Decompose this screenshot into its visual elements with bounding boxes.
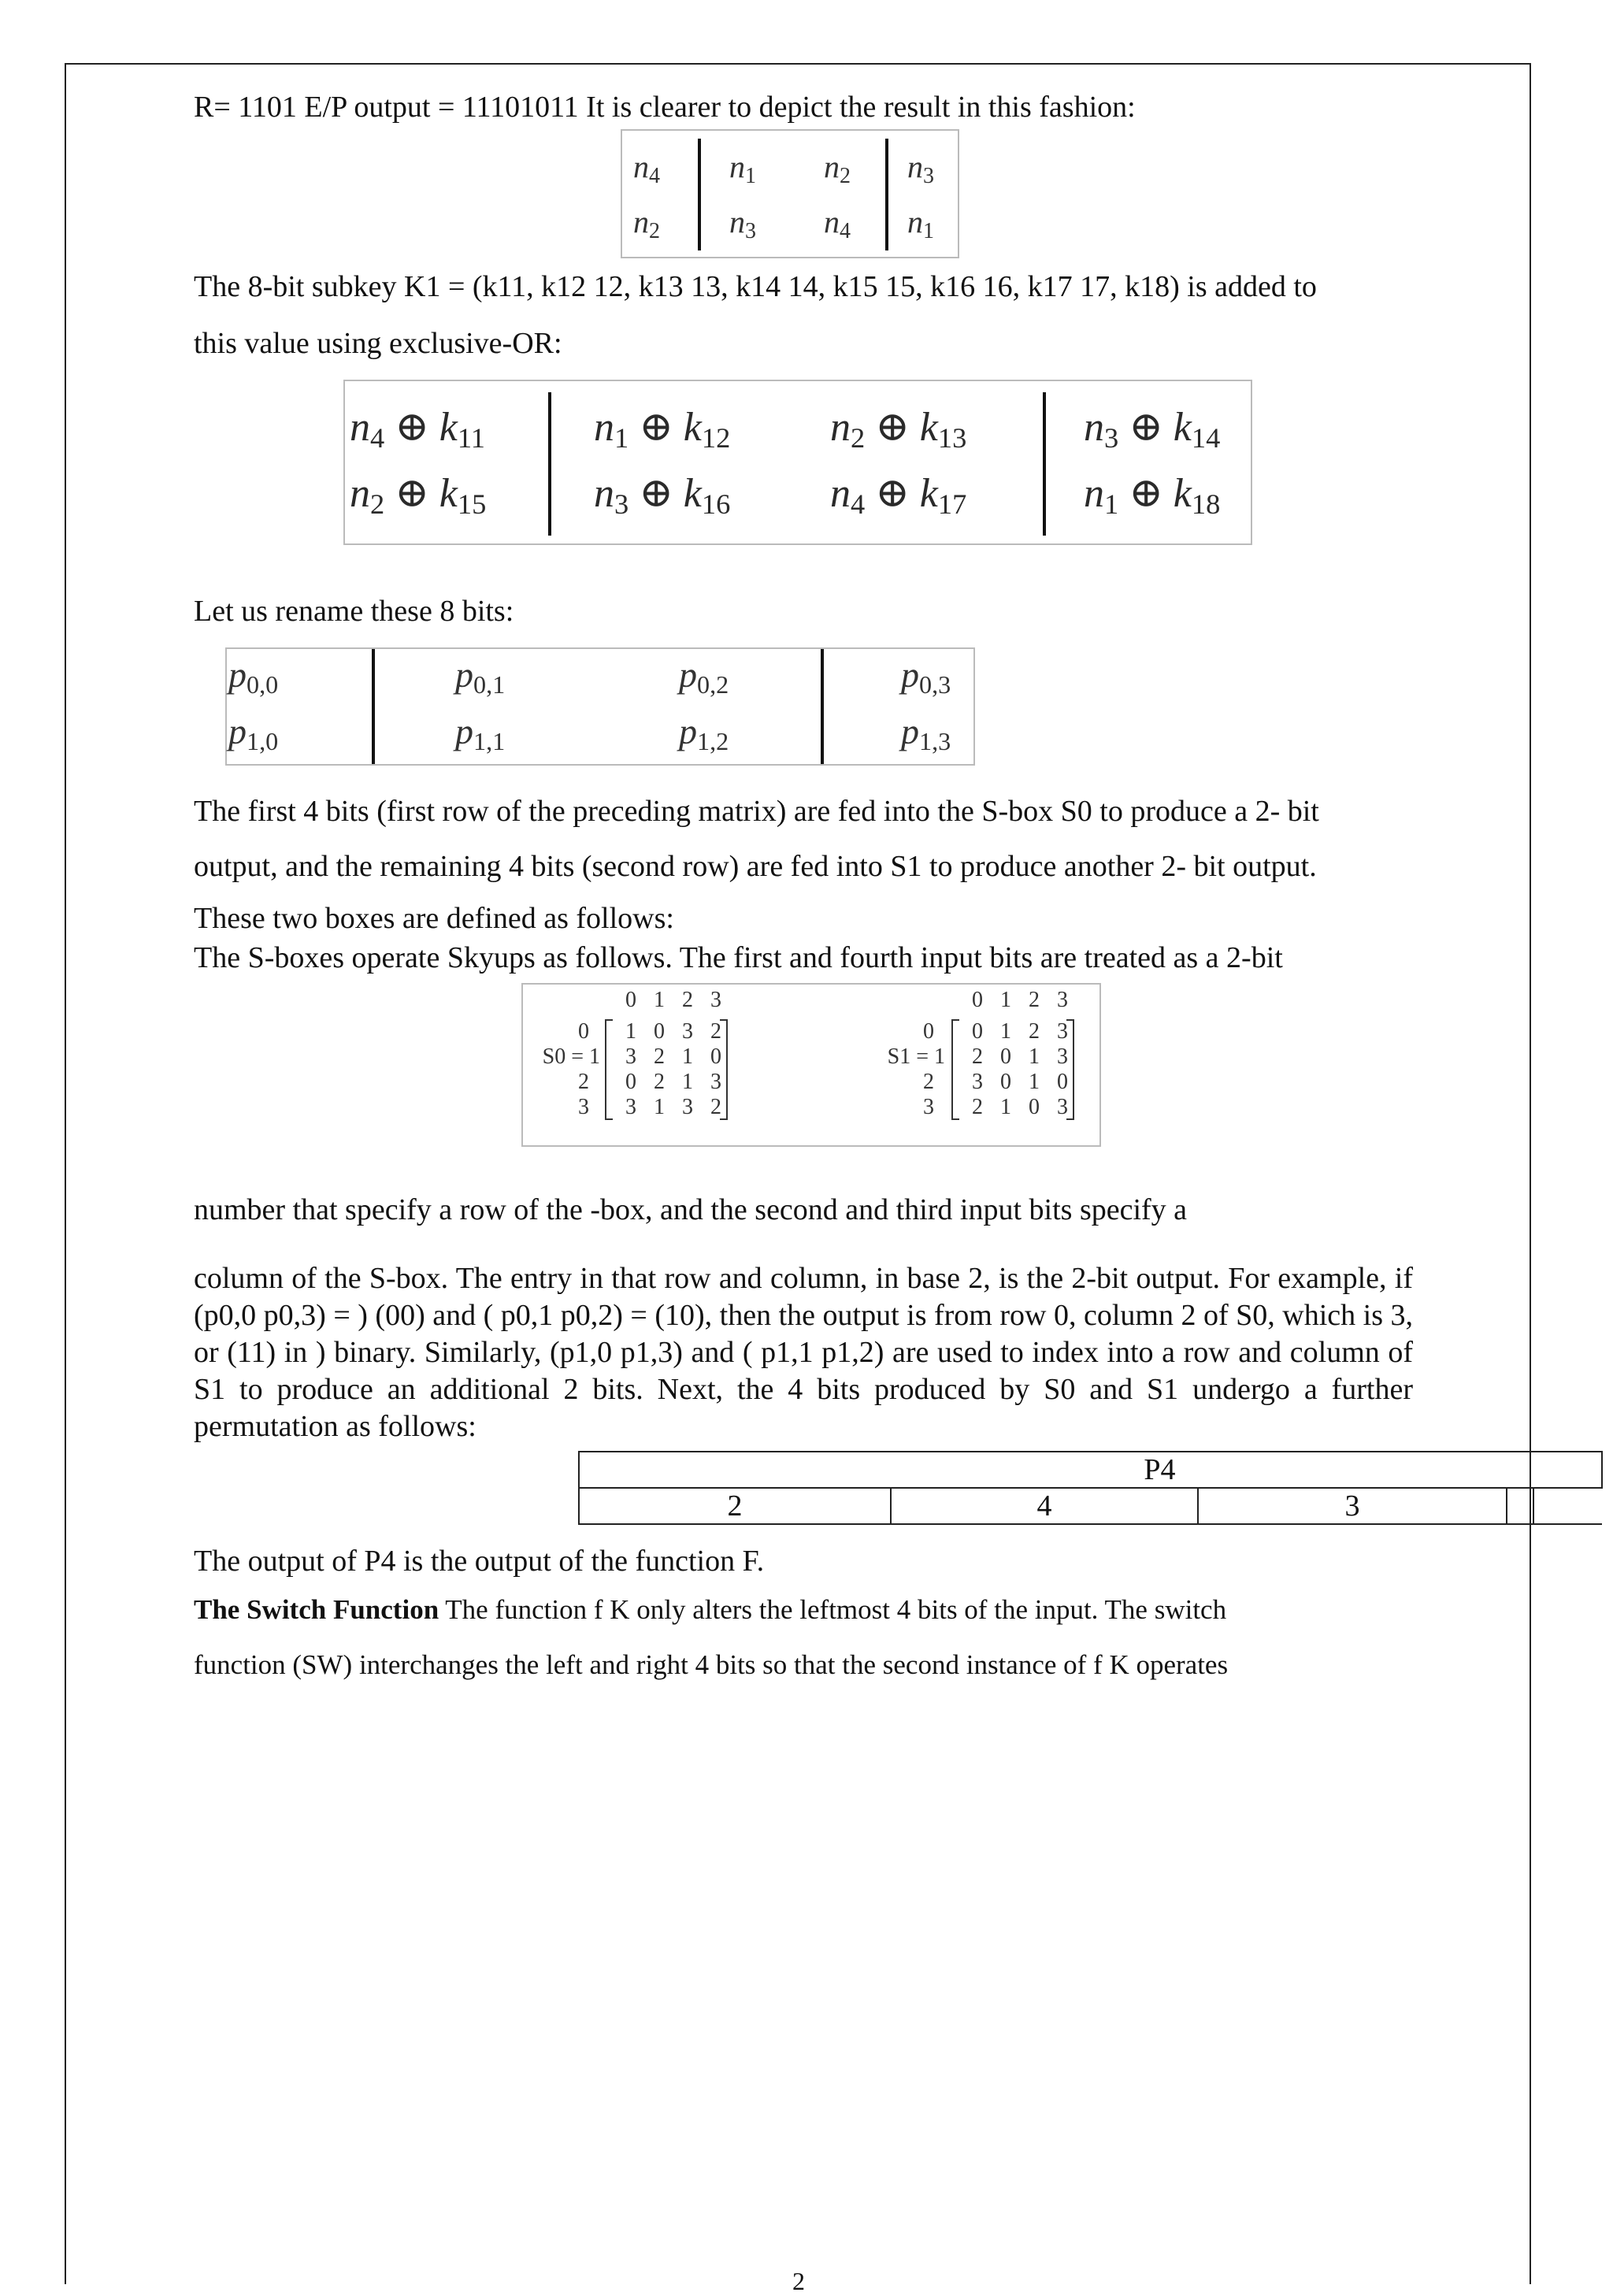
row-label: 3	[578, 1095, 589, 1119]
s0-cell: 3	[625, 1044, 636, 1069]
s0-label: S0 = 1	[542, 1044, 600, 1069]
row-label: 0	[578, 1019, 589, 1044]
sbox-figure	[521, 983, 1101, 1147]
s1-cell: 1	[1000, 1019, 1011, 1044]
bracket	[951, 1019, 959, 1120]
col-header: 0	[625, 988, 636, 1012]
text-line: The 8-bit subkey K1 = (k11, k12 12, k13 13, k14 14, k15 15, k16 16, k17 17, k18) is added to	[194, 270, 1317, 303]
s0-cell: 1	[654, 1095, 665, 1119]
p4-cell	[1533, 1488, 1602, 1524]
row-label: 2	[578, 1070, 589, 1094]
p4-cell: 4	[891, 1488, 1198, 1524]
text-line: The output of P4 is the output of the function F.	[194, 1545, 765, 1578]
matrix-cell: $n_2$	[633, 204, 660, 243]
p4-header: P4	[579, 1452, 1602, 1488]
matrix-cell: $p_{1,2}$	[679, 711, 729, 756]
matrix-cell: $p_{1,3}$	[901, 711, 951, 756]
text-line: The first 4 bits (first row of the preceding matrix) are fed into the S-box S0 to produce a 2- bit	[194, 795, 1319, 828]
s0-cell: 2	[654, 1070, 665, 1094]
matrix-xor-figure	[343, 380, 1252, 545]
text-line: number that specify a row of the -box, and the second and third input bits specify a	[194, 1193, 1188, 1226]
row-label: 3	[923, 1095, 934, 1119]
s1-cell: 3	[1057, 1095, 1068, 1119]
matrix-cell: $n_3$	[907, 149, 934, 188]
row-label: 0	[923, 1019, 934, 1044]
text-line: function (SW) interchanges the left and right 4 bits so that the second instance of f K operates	[194, 1649, 1229, 1680]
bracket	[605, 1019, 613, 1120]
s1-cell: 0	[1029, 1095, 1040, 1119]
page-number: 2	[792, 2267, 805, 2295]
divider	[885, 139, 888, 250]
s0-cell: 1	[682, 1070, 693, 1094]
col-header: 1	[654, 988, 665, 1012]
col-header: 1	[1000, 988, 1011, 1012]
s0-cell: 1	[625, 1019, 636, 1044]
body-paragraph: column of the S-box. The entry in that row and column, in base 2, is the 2-bit output. For example, if (p0,0 p0,3) = ) (00) and ( p0,1 p0,2) = (10), then the output is from row 0, column 2 of S0, which is 3, or (11) in ) binary. Similarly, (p1,0 p1,3) and ( p1,1 p1,2) are used to index into a row and column of S1 to produce an additional 2 bits. Next, the 4 bits produced by S0 and S1 undergo a further permutation as follows:	[194, 1262, 1413, 1443]
p4-cell: 2	[579, 1488, 891, 1524]
matrix-cell: $p_{0,0}$	[228, 655, 279, 699]
matrix-cell: $n_1$ ⊕ $k_{12}$	[594, 405, 731, 454]
section-text: The function f K only alters the leftmost 4 bits of the input. The switch	[439, 1594, 1227, 1625]
table-row	[579, 1488, 1602, 1524]
divider	[372, 649, 375, 764]
matrix-cell: $n_3$ ⊕ $k_{16}$	[594, 471, 731, 521]
table-row	[579, 1452, 1602, 1488]
text-line: output, and the remaining 4 bits (second row) are fed into S1 to produce another 2- bit output.	[194, 850, 1317, 883]
col-header: 0	[972, 988, 983, 1012]
matrix-cell: $p_{0,2}$	[679, 655, 729, 699]
matrix-cell: $p_{1,1}$	[455, 711, 506, 756]
text-line: The S-boxes operate Skyups as follows. The first and fourth input bits are treated as a 2-bit	[194, 941, 1283, 974]
text-line	[194, 1591, 1226, 1629]
s1-cell: 2	[1029, 1019, 1040, 1044]
matrix-cell: $n_4$ ⊕ $k_{17}$	[830, 471, 967, 521]
matrix-cell: $p_{0,3}$	[901, 655, 951, 699]
matrix-cell: $n_2$ ⊕ $k_{15}$	[350, 471, 487, 521]
matrix-cell: $n_2$	[824, 149, 851, 188]
matrix-p-figure	[225, 647, 975, 766]
divider	[1043, 392, 1046, 536]
s0-cell: 0	[625, 1070, 636, 1094]
matrix-n-figure	[621, 129, 959, 258]
s0-cell: 3	[625, 1095, 636, 1119]
col-header: 2	[1029, 988, 1040, 1012]
s0-cell: 3	[682, 1019, 693, 1044]
matrix-cell: $n_4$	[824, 204, 851, 243]
s1-cell: 0	[1000, 1070, 1011, 1094]
s0-cell: 2	[654, 1044, 665, 1069]
s1-cell: 0	[1000, 1044, 1011, 1069]
s1-cell: 0	[972, 1019, 983, 1044]
text-line: Let us rename these 8 bits:	[194, 595, 514, 628]
p4-cell: 3	[1198, 1488, 1507, 1524]
matrix-cell: $n_4$	[633, 149, 660, 188]
matrix-cell: $p_{1,0}$	[228, 711, 279, 756]
s0-cell: 3	[710, 1070, 721, 1094]
text-line: this value using exclusive-OR:	[194, 327, 562, 360]
s0-cell: 2	[710, 1019, 721, 1044]
divider	[698, 139, 701, 250]
text-line: R= 1101 E/P output = 11101011 It is clearer to depict the result in this fashion:	[194, 91, 1136, 124]
s0-cell: 0	[710, 1044, 721, 1069]
col-header: 3	[710, 988, 721, 1012]
s1-cell: 3	[1057, 1044, 1068, 1069]
matrix-cell: $n_4$ ⊕ $k_{11}$	[350, 405, 485, 454]
s1-cell: 3	[1057, 1019, 1068, 1044]
matrix-cell: $p_{0,1}$	[455, 655, 506, 699]
s1-label: S1 = 1	[887, 1044, 945, 1069]
s1-cell: 3	[972, 1070, 983, 1094]
s1-cell: 0	[1057, 1070, 1068, 1094]
matrix-cell: $n_3$ ⊕ $k_{14}$	[1084, 405, 1221, 454]
s1-cell: 1	[1029, 1070, 1040, 1094]
row-label: 2	[923, 1070, 934, 1094]
p4-table	[578, 1451, 1603, 1525]
s0-cell: 2	[710, 1095, 721, 1119]
section-heading: The Switch Function	[194, 1594, 439, 1625]
text-line: These two boxes are defined as follows:	[194, 902, 674, 935]
s0-cell: 1	[682, 1044, 693, 1069]
s0-cell: 3	[682, 1095, 693, 1119]
s0-cell: 0	[654, 1019, 665, 1044]
p4-cell	[1507, 1488, 1533, 1524]
s1-cell: 2	[972, 1044, 983, 1069]
matrix-cell: $n_3$	[729, 204, 756, 243]
matrix-cell: $n_1$	[907, 204, 934, 243]
matrix-cell: $n_1$ ⊕ $k_{18}$	[1084, 471, 1221, 521]
s1-cell: 2	[972, 1095, 983, 1119]
matrix-cell: $n_2$ ⊕ $k_{13}$	[830, 405, 967, 454]
divider	[821, 649, 824, 764]
s1-cell: 1	[1029, 1044, 1040, 1069]
matrix-cell: $n_1$	[729, 149, 756, 188]
s1-cell: 1	[1000, 1095, 1011, 1119]
divider	[548, 392, 551, 536]
col-header: 3	[1057, 988, 1068, 1012]
col-header: 2	[682, 988, 693, 1012]
